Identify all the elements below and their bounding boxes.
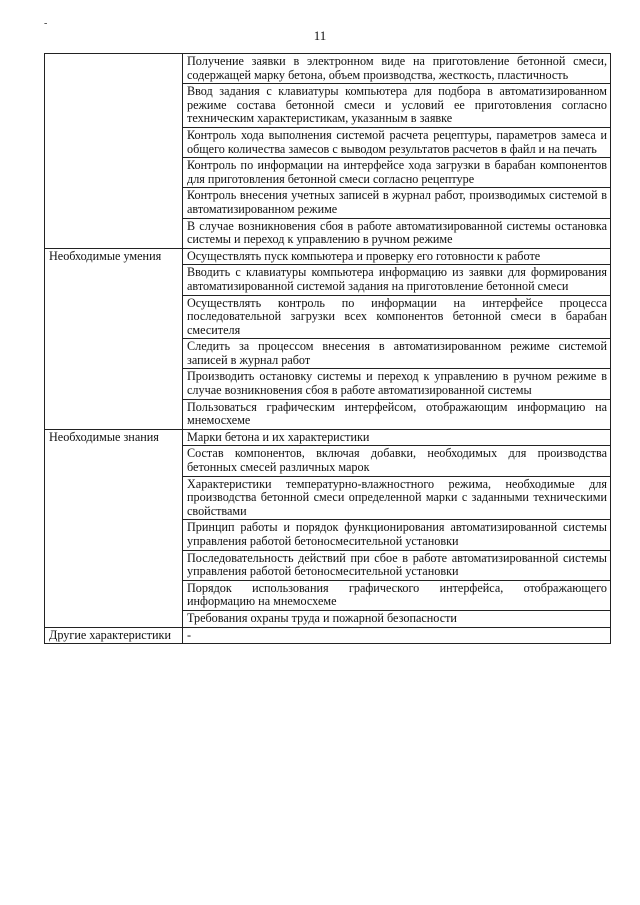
- table-cell: В случае возникновения сбоя в работе автоматизированной системы остановка системы и переход к управлению в ручном режиме: [183, 218, 611, 248]
- table-cell: Получение заявки в электронном виде на приготовление бетонной смеси, содержащей марку бетона, объем производства, жесткость, пластичность: [183, 54, 611, 84]
- table-cell: Вводить с клавиатуры компьютера информацию из заявки для формирования автоматизированной системой задания на приготовление бетонной смеси: [183, 265, 611, 295]
- table-row: [45, 248, 611, 265]
- table-cell: Принцип работы и порядок функционирования автоматизированной системы управления работой бетоносмесительной установки: [183, 520, 611, 550]
- table-cell: Марки бетона и их характеристики: [183, 429, 611, 446]
- page-number: 11: [313, 28, 327, 43]
- table-cell: Осуществлять пуск компьютера и проверку его готовности к работе: [183, 248, 611, 265]
- table-cell: Пользоваться графическим интерфейсом, отображающим информацию на мнемосхеме: [183, 399, 611, 429]
- table-cell: Контроль по информации на интерфейсе хода загрузки в барабан компонентов для приготовления бетонной смеси согласно рецептуре: [183, 158, 611, 188]
- table-cell: Производить остановку системы и переход к управлению в ручном режиме в случае возникновения сбоя в работе автоматизированной системы: [183, 369, 611, 399]
- table-cell: Контроль хода выполнения системой расчета рецептуры, параметров замеса и общего количества замесов с выводом результатов расчетов в файл и на печать: [183, 127, 611, 157]
- table-cell: Характеристики температурно-влажностного режима, необходимые для производства бетонной смеси определенной марки с заданными техническими свойствами: [183, 476, 611, 520]
- section-label-other: Другие характеристики: [45, 627, 183, 644]
- table-cell: Требования охраны труда и пожарной безопасности: [183, 610, 611, 627]
- table-row: [45, 429, 611, 446]
- section-label-labor-actions: [45, 54, 183, 249]
- table-cell: Следить за процессом внесения в автоматизированном режиме системой записей в журнал работ: [183, 339, 611, 369]
- table-cell: Порядок использования графического интерфейса, отображающего информацию на мнемосхеме: [183, 580, 611, 610]
- requirements-table: [44, 53, 611, 644]
- table-row: [45, 627, 611, 644]
- table-cell: Состав компонентов, включая добавки, необходимых для производства бетонных смесей различных марок: [183, 446, 611, 476]
- section-label-skills: Необходимые умения: [45, 248, 183, 429]
- section-label-knowledge: Необходимые знания: [45, 429, 183, 627]
- table-cell: Контроль внесения учетных записей в журнал работ, производимых системой в автоматизированном режиме: [183, 188, 611, 218]
- table-row: [45, 54, 611, 84]
- table-cell: -: [183, 627, 611, 644]
- corner-mark: -: [44, 18, 48, 29]
- table-cell: Ввод задания с клавиатуры компьютера для подбора в автоматизированном режиме состава бетонной смеси и условий ее приготовления согласно техническим характеристикам, указанным в заявке: [183, 84, 611, 128]
- table-cell: Последовательность действий при сбое в работе автоматизированной системы управления работой бетоносмесительной установки: [183, 550, 611, 580]
- table-cell: Осуществлять контроль по информации на интерфейсе процесса последовательной загрузки всех компонентов бетонной смеси в барабан смесителя: [183, 295, 611, 339]
